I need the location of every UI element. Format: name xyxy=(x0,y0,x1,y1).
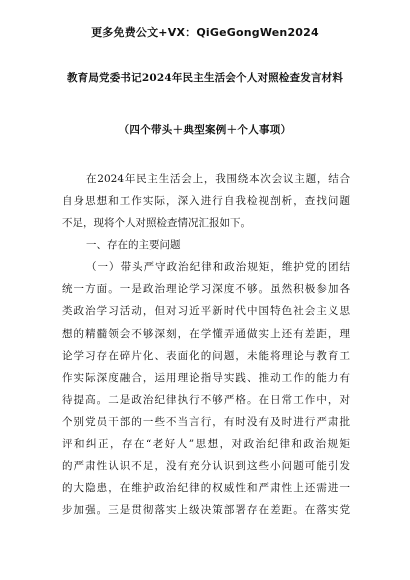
section-heading: 一、存在的主要问题 xyxy=(86,239,181,251)
body-line: 的严肃性认识不足，没有充分认识到这些小问题可能引发 xyxy=(62,460,350,472)
document-title: 教育局党委书记2024年民主生活会个人对照检查发言材料 xyxy=(66,72,344,84)
body-line: 在2024年民主生活会上，我围绕本次会议主题，结合 xyxy=(86,173,350,185)
body-line: （一）带头严守政治纪律和政治规矩，维护党的团结 xyxy=(86,261,350,273)
body-line: 个别党员干部的一些不当言行，有时没有及时进行严肃批 xyxy=(62,416,350,428)
header-watermark-text: 更多免费公文+VX：QiGeGongWen2024 xyxy=(91,26,319,39)
body-line: 类政治学习活动，但对习近平新时代中国特色社会主义思 xyxy=(62,305,350,317)
document-subtitle: （四个带头＋典型案例＋个人事项） xyxy=(118,124,292,136)
body-line: 步加强。三是贯彻落实上级决策部署存在差距。在落实党 xyxy=(62,504,350,516)
body-line: 评和纠正，存在“老好人”思想，对政治纪律和政治规矩 xyxy=(62,438,350,450)
body-line: 想的精髓领会不够深刻，在学懂弄通做实上还有差距，理 xyxy=(62,328,350,340)
body-line: 待提高。二是政治纪律执行不够严格。在日常工作中，对 xyxy=(62,394,350,406)
body-line: 的大隐患，在维护政治纪律的权威性和严肃性上还需进一 xyxy=(62,482,350,494)
body-line: 论学习存在碎片化、表面化的问题，未能将理论与教育工 xyxy=(62,350,350,362)
body-line: 不足，现将个人对照检查情况汇报如下。 xyxy=(62,217,251,229)
body-line: 作实际深度融合，运用理论指导实践、推动工作的能力有 xyxy=(62,372,350,384)
body-line: 统一方面。一是政治理论学习深度不够。虽然积极参加各 xyxy=(62,283,350,295)
body-line: 自身思想和工作实际，深入进行自我检视剖析，查找问题 xyxy=(62,195,350,207)
